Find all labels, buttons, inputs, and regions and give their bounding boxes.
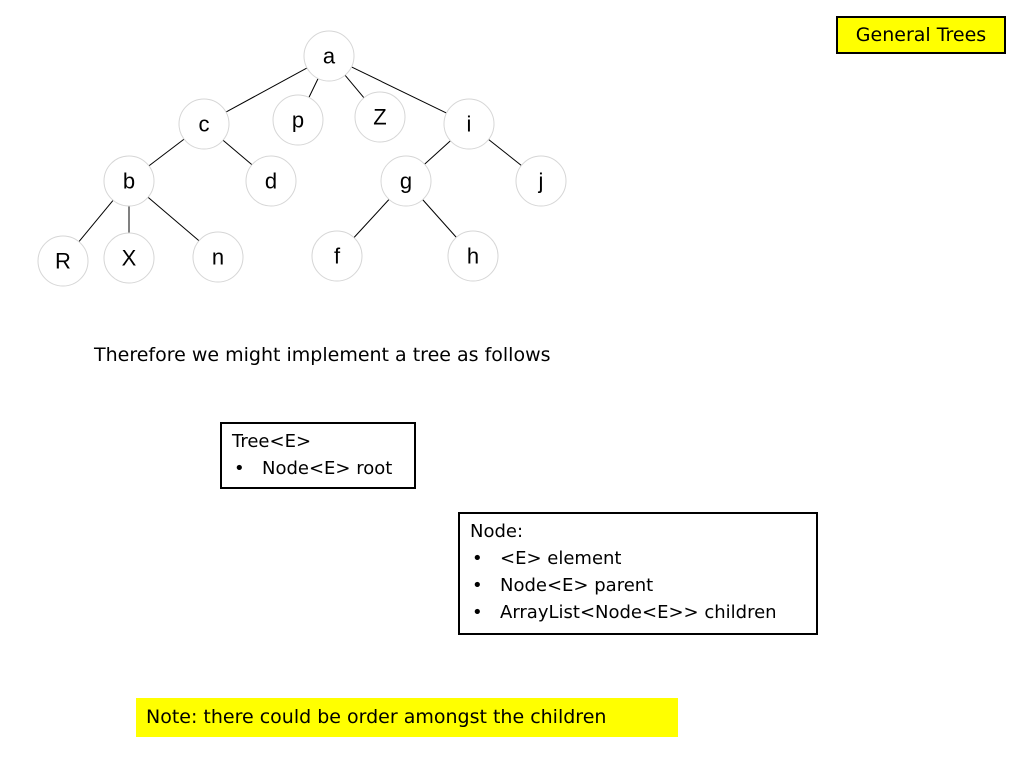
tree-node-h xyxy=(448,231,498,281)
tree-class-field: • Node<E> root xyxy=(232,455,404,482)
tree-node-i xyxy=(444,99,494,149)
tree-node-R xyxy=(38,236,88,286)
tree-node-b xyxy=(104,156,154,206)
tree-node-label: n xyxy=(211,244,225,270)
tree-node-label: j xyxy=(538,168,544,194)
tree-node-label: X xyxy=(121,245,137,271)
tree-edge-i-g xyxy=(425,141,451,164)
tree-edge-c-d xyxy=(223,140,252,165)
node-class-box xyxy=(458,512,818,635)
tree-edge-c-b xyxy=(149,139,184,166)
tree-node-g xyxy=(381,156,431,206)
tree-node-label: c xyxy=(198,111,210,137)
tree-edge-g-h xyxy=(423,200,457,238)
tree-node-label: d xyxy=(264,168,278,194)
note-text: Note: there could be order amongst the children xyxy=(136,698,678,737)
slide-title: General Trees xyxy=(836,16,1006,54)
tree-edge-a-p xyxy=(309,78,318,97)
node-class-name: Node: xyxy=(470,521,524,542)
caption-text: Therefore we might implement a tree as follows xyxy=(94,344,551,366)
tree-node-label: i xyxy=(466,111,472,137)
tree-edge-a-Z xyxy=(345,75,364,98)
node-class-field-element: • <E> element xyxy=(470,545,806,572)
tree-node-label: f xyxy=(333,243,341,269)
tree-edge-g-f xyxy=(354,199,389,237)
tree-node-c xyxy=(179,99,229,149)
tree-node-X xyxy=(104,233,154,283)
tree-nodes xyxy=(38,31,566,286)
tree-class-name: Tree<E> xyxy=(232,431,312,452)
tree-node-n xyxy=(193,232,243,282)
tree-node-label: g xyxy=(399,168,413,194)
tree-class-box xyxy=(220,422,416,489)
tree-node-j xyxy=(516,156,566,206)
tree-node-label: R xyxy=(55,248,71,274)
tree-node-label: p xyxy=(291,107,305,133)
tree-node-a xyxy=(304,31,354,81)
tree-node-Z xyxy=(355,92,405,142)
tree-node-label: h xyxy=(466,243,480,269)
tree-edge-i-j xyxy=(489,140,522,166)
tree-edges xyxy=(79,67,521,242)
node-class-field-parent: • Node<E> parent xyxy=(470,572,806,599)
node-class-field-children: • ArrayList<Node<E>> children xyxy=(470,599,806,626)
tree-node-label: Z xyxy=(373,104,387,130)
tree-diagram xyxy=(0,0,1024,330)
tree-edge-b-R xyxy=(79,200,113,241)
tree-node-label: b xyxy=(122,168,136,194)
tree-node-label: a xyxy=(322,43,336,69)
tree-node-p xyxy=(273,95,323,145)
tree-node-f xyxy=(312,231,362,281)
tree-edge-b-n xyxy=(148,197,199,241)
tree-node-d xyxy=(246,156,296,206)
